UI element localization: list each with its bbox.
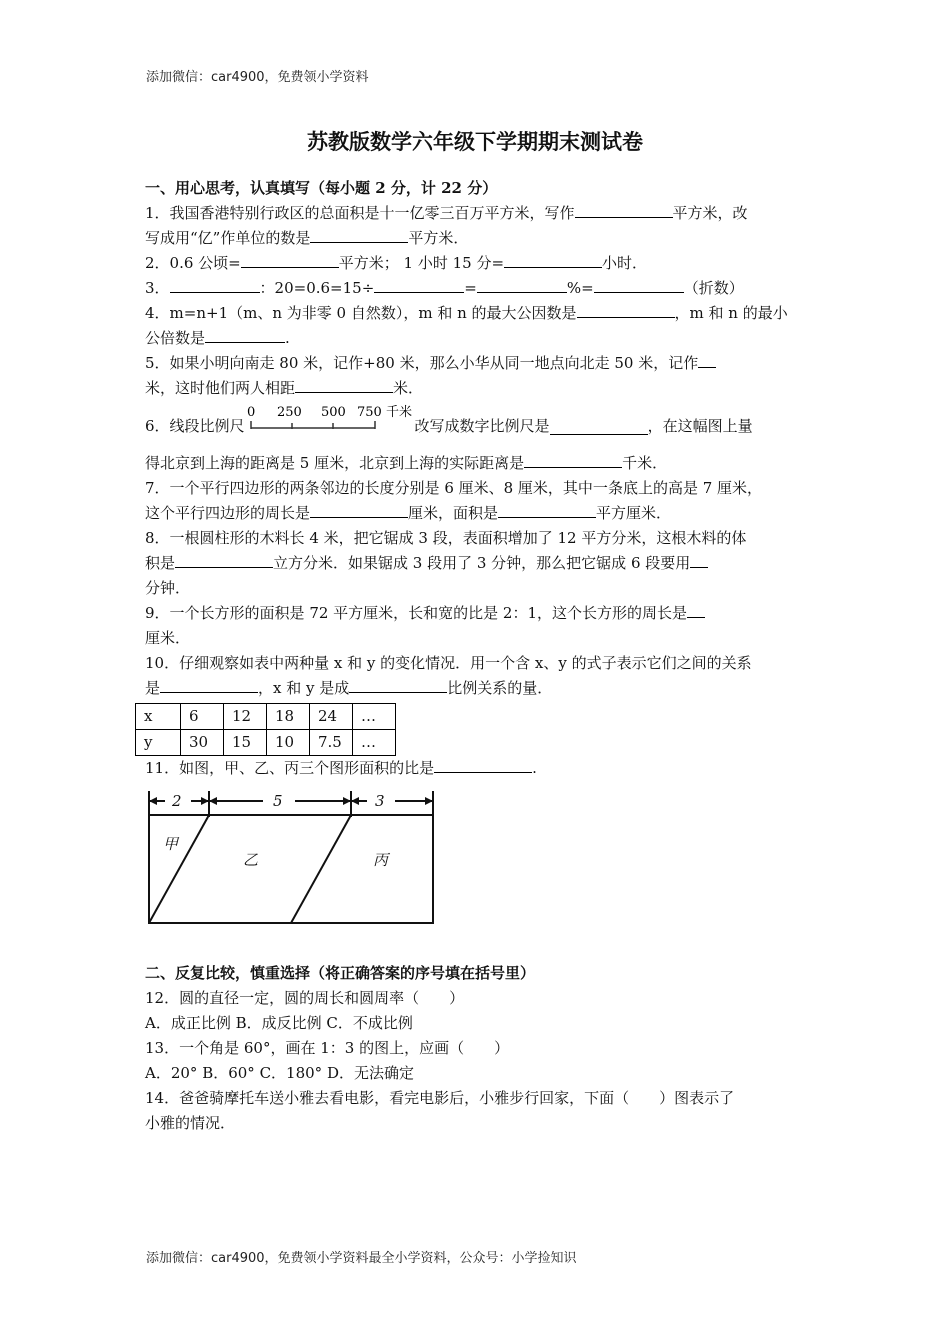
table-cell: 24 (310, 704, 353, 730)
table-cell: 10 (267, 730, 310, 756)
question-6-cont: 得北京到上海的距离是 5 厘米，北京到上海的实际距离是 千米． (145, 451, 815, 476)
scale-label: 0 (246, 405, 255, 420)
answer-blank[interactable] (310, 226, 408, 243)
table-cell: 12 (224, 704, 267, 730)
answer-blank[interactable] (295, 376, 393, 393)
question-4: 4．m=n+1（m、n 为非零 0 自然数），m 和 n 的最大公因数是 ，m 和 n 的最小 公倍数是 . (145, 301, 815, 351)
scale-bar-image (245, 402, 415, 436)
question-3: 3． ：20=0.6=15÷ = %= （折数） (145, 276, 815, 301)
table-row (136, 704, 396, 730)
question-8: 8．一根圆柱形的木料长 4 米，把它锯成 3 段，表面积增加了 12 平方分米，这根木料的体 积是 立方分米．如果锯成 3 段用了 3 分钟，那么把它锯成 6 段要用 分钟． (145, 529, 747, 597)
page-footer: 添加微信：car4900，免费领小学资料最全小学资料，公众号：小学捡知识 (146, 1251, 577, 1266)
question-5: 5．如果小明向南走 80 米，记作+80 米，那么小华从同一地点向北走 50 米，记作 米，这时他们两人相距 米． (145, 351, 815, 401)
question-6: 6．线段比例尺 0 250 500 750 千米 改写成数字比例尺是 ，在这幅图上量 (145, 401, 815, 451)
answer-blank[interactable] (698, 351, 716, 368)
question-14: 14．爸爸骑摩托车送小雅去看电影，看完电影后，小雅步行回家，下面（ ）图表示了 小雅的情况． (145, 1089, 735, 1132)
answer-blank[interactable] (687, 601, 705, 618)
table-cell: … (353, 704, 396, 730)
section-1-heading: 一、用心思考，认真填写（每小题 2 分，计 22 分） (145, 179, 498, 197)
figure-dim-label: 2 (172, 792, 182, 810)
question-12-options: A．成正比例 B．成反比例 C．不成比例 (145, 1014, 413, 1032)
xy-table (135, 703, 396, 756)
figure-dim-label: 3 (375, 792, 385, 810)
answer-blank[interactable] (434, 756, 532, 773)
parallelogram-figure (145, 787, 445, 927)
answer-blank[interactable] (550, 418, 648, 435)
question-13: 13．一个角是 60°，画在 1：3 的图上，应画（ ） A．20° B．60° C．180° D．无法确定 (145, 1039, 510, 1082)
table-cell: 6 (181, 704, 224, 730)
answer-blank[interactable] (594, 276, 684, 293)
answer-blank[interactable] (175, 551, 273, 568)
page-title: 苏教版数学六年级下学期期末测试卷 (307, 129, 643, 154)
answer-blank[interactable] (170, 276, 260, 293)
answer-blank[interactable] (160, 676, 258, 693)
question-1: 1．我国香港特别行政区的总面积是十一亿零三百万平方米，写作 平方米，改 写成用“亿”作单位的数是 平方米． (145, 201, 815, 251)
figure-region-label: 丙 (373, 851, 389, 869)
table-header-cell: y (136, 730, 181, 756)
question-2: 2．0.6 公顷= 平方米； 1 小时 15 分= 小时． (145, 251, 815, 276)
answer-blank[interactable] (524, 451, 622, 468)
answer-blank[interactable] (477, 276, 567, 293)
question-12: 12．圆的直径一定，圆的周长和圆周率（ ） A．成正比例 B．成反比例 C．不成比例 (145, 989, 465, 1032)
answer-blank[interactable] (690, 551, 708, 568)
exam-content (145, 176, 815, 1136)
table-cell: 18 (267, 704, 310, 730)
answer-blank[interactable] (504, 251, 602, 268)
question-9: 9．一个长方形的面积是 72 平方厘米，长和宽的比是 2：1，这个长方形的周长是 厘米． (145, 601, 815, 651)
figure-region-label: 甲 (163, 835, 179, 853)
section-2-heading: 二、反复比较，慎重选择（将正确答案的序号填在括号里） (145, 964, 536, 982)
table-cell: … (353, 730, 396, 756)
page-header: 添加微信：car4900，免费领小学资料 (146, 70, 369, 85)
table-header-cell: x (136, 704, 181, 730)
question-13-options: A．20° B．60° C．180° D．无法确定 (145, 1064, 414, 1082)
answer-blank[interactable] (575, 201, 673, 218)
answer-blank[interactable] (310, 501, 408, 518)
scale-label: 750 千米 (356, 405, 412, 420)
question-10: 10．仔细观察如表中两种量 x 和 y 的变化情况．用一个含 x、y 的式子表示它们之间的关系 是 ，x 和 y 是成 比例关系的量． (145, 654, 752, 697)
figure-dim-label: 5 (273, 792, 283, 810)
table-cell: 15 (224, 730, 267, 756)
scale-label: 250 (276, 405, 302, 420)
question-7: 7．一个平行四边形的两条邻边的长度分别是 6 厘米、8 厘米，其中一条底上的高是 7 厘米， 这个平行四边形的周长是 厘米，面积是 平方厘米． (145, 479, 763, 522)
answer-blank[interactable] (349, 676, 447, 693)
question-11: 11．如图，甲、乙、丙三个图形面积的比是 . (145, 756, 815, 781)
answer-blank[interactable] (374, 276, 464, 293)
table-cell: 7.5 (310, 730, 353, 756)
answer-blank[interactable] (205, 326, 285, 343)
table-cell: 30 (181, 730, 224, 756)
answer-blank[interactable] (498, 501, 596, 518)
scale-label: 500 (320, 405, 346, 420)
table-row (136, 730, 396, 756)
answer-blank[interactable] (241, 251, 339, 268)
answer-blank[interactable] (577, 301, 675, 318)
figure-region-label: 乙 (243, 851, 259, 869)
